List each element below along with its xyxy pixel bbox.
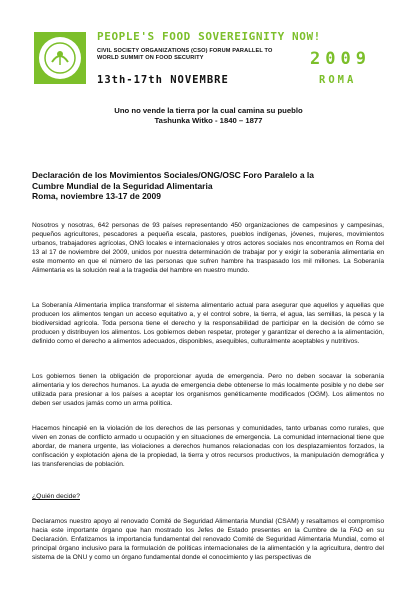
paragraph-2: La Soberanía Alimentaria implica transformar el sistema alimentario actual para asegurar que aquellos y aquellas que producen los alimentos tengan un acceso equitativo a, y el control sobre, la tierra, el agua, las semillas, la pesca y la biodiversidad agrícola. Toda persona tiene el derecho y la responsabilidad de participar en la decisión de cómo se producen y distribuyen los alimentos. Los gobiernos deben respetar, proteger y garantizar el derecho a la alimentación, definido como el derecho a alimentos adecuados, disponibles, asequibles, culturalmente aceptables y nutritivos. bbox=[32, 302, 384, 345]
document-title: Declaración de los Movimientos Sociales/ONG/OSC Foro Paralelo a la Cumbre Mundial de la Seguridad Alimentaria Roma, noviembre 13-17 de 2009 bbox=[32, 170, 315, 201]
headline: PEOPLE'S FOOD SOVEREIGNITY NOW! bbox=[97, 30, 321, 43]
paragraph-3: Los gobiernos tienen la obligación de proporcionar ayuda de emergencia. Pero no deben socavar la soberanía alimentaria y los derechos humanos. La ayuda de emergencia debe obtenerse lo más localmente posible y no debe ser utilizada para presionar a los países a aceptar los organismos genéticamente modificados (OGM). Los alimentos no deben ser usados jamás como un arma política. bbox=[32, 373, 384, 407]
forum-logo-icon bbox=[34, 32, 86, 84]
epigraph-line: Uno no vende la tierra por la cual camina su pueblo bbox=[114, 106, 303, 115]
paragraph-4: Hacemos hincapié en la violación de los derechos de las personas y comunidades, tanto urbanas como rurales, que viven en zonas de conflicto armado u ocupación y en situaciones de emergencia. La comunidad internacional tiene que abordar, de manera urgente, las violaciones a derechos humanos relacionadas con los desplazamientos forzados, la confiscación y explotación ajena de la propiedad, la tierra y otros recursos productivos, la manipulación demográfica y las transferencias de población. bbox=[32, 425, 384, 468]
epigraph-author: Tashunka Witko - 1840 – 1877 bbox=[154, 116, 263, 125]
year: 2009 bbox=[310, 49, 371, 69]
section-heading: ¿Quién decide? bbox=[32, 493, 80, 500]
event-dates: 13th-17th NOVEMBRE bbox=[97, 74, 229, 86]
paragraph-5: Declaramos nuestro apoyo al renovado Comité de Seguridad Alimentaria Mundial (CSAM) y resaltamos el compromiso hacia este importante órgano que han mostrado los Jefes de Estado presentes en la Cumbre de la FAO en su Declaración. Enfatizamos la importancia fundamental del renovado Comité de Seguridad Alimentaria Mundial, como el principal órgano inclusivo para la formulación de políticas internacionales de la alimentación y la agricultura, dentro del sistema de la ONU y como un órgano fundamental donde el conocimiento y las perspectivas de bbox=[32, 518, 384, 561]
subheadline: CIVIL SOCIETY ORGANIZATIONS (CSO) FORUM PARALLEL TO WORLD SUMMIT ON FOOD SECURITY bbox=[97, 48, 273, 62]
paragraph-1: Nosotros y nosotras, 642 personas de 93 países representando 450 organizaciones de campesinos y campesinas, pequeños agricultores, pescadores a pequeña escala, pastores, pueblos indígenas, jóvenes, mujeres, movimientos urbanos, trabajadores agrícolas, ONG locales e internacionales y otros actores sociales nos encontramos en Roma del 13 al 17 de noviembre del 2009, unidos por nuestra determinación de trabajar por y exigir la soberanía alimentaria en este momento en que el número de las personas que sufren hambre ha traspasado los mil millones. La Soberanía Alimentaria es la solución real a la tragedia del hambre en nuestro mundo. bbox=[32, 222, 384, 274]
header-banner bbox=[34, 30, 380, 92]
epigraph bbox=[0, 106, 417, 126]
event-city: ROMA bbox=[319, 74, 357, 86]
